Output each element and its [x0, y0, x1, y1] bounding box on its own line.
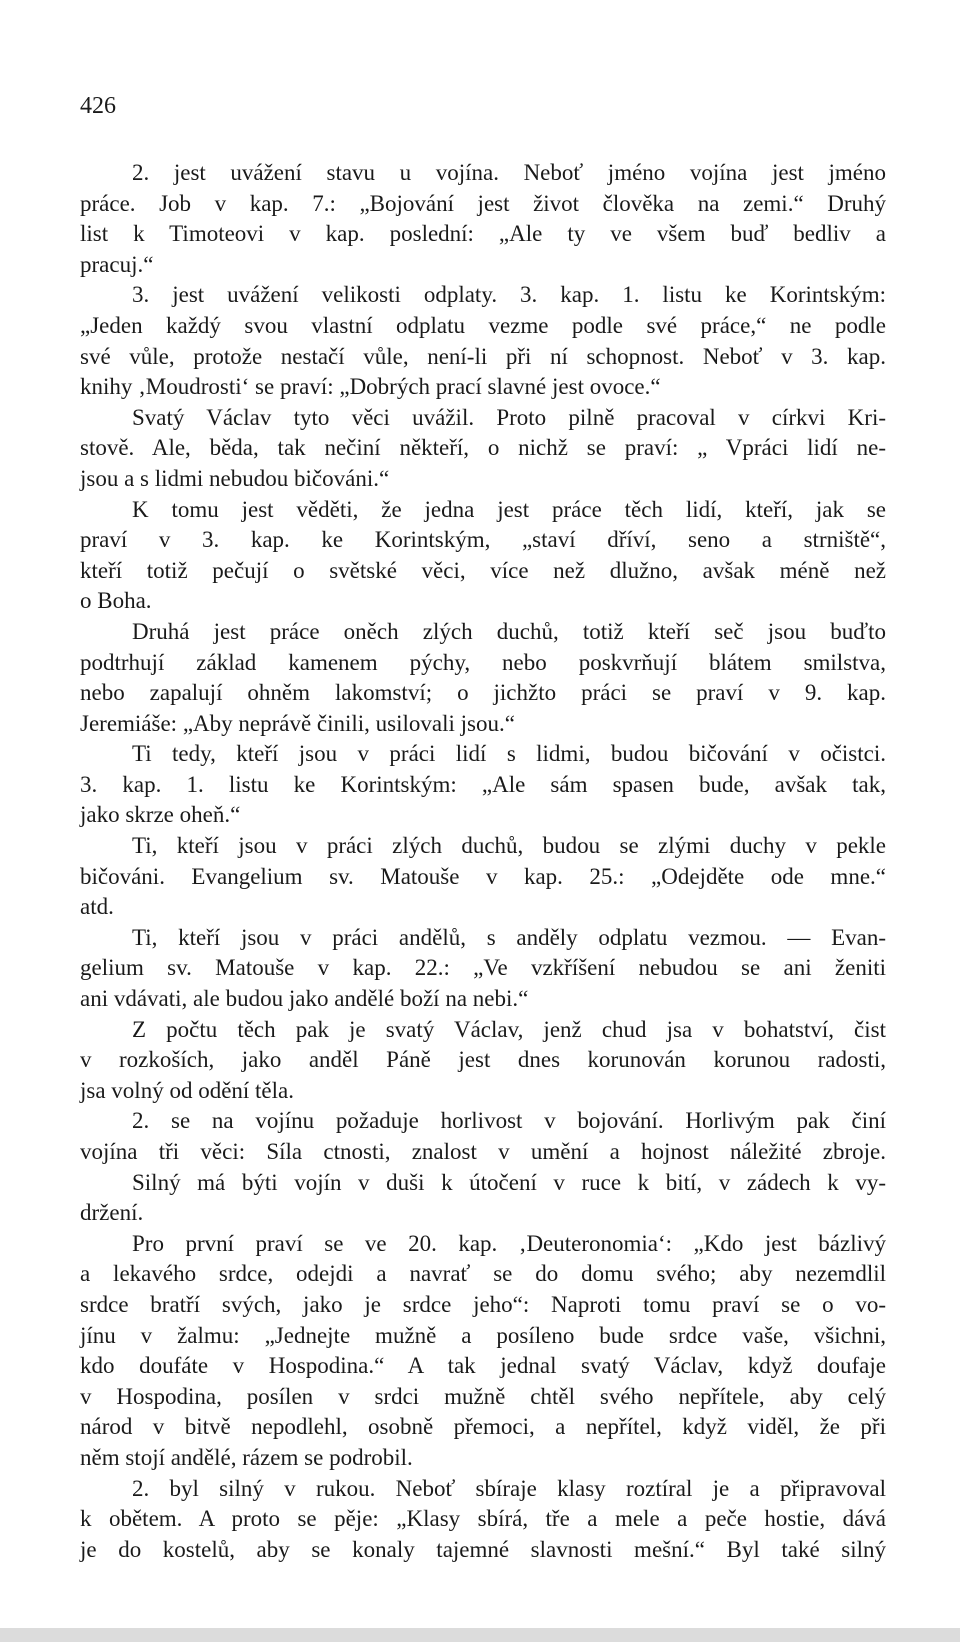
text-line: 2. byl silný v rukou. Neboť sbíraje klasy roztíral je a připravoval [132, 1475, 886, 1501]
text-line: 2. jest uvážení stavu u vojína. Neboť jméno vojína jest jméno [132, 160, 886, 185]
page-number: 426 [80, 93, 116, 119]
text-line: Ti, kteří jsou v práci andělů, s anděly odplatu vezmou. — Evan- [132, 924, 886, 950]
scan-bottom-edge [0, 1628, 960, 1642]
text-line: v Hospodina, posílen v srdci mužně chtěl svého nepřítele, aby celý [80, 1383, 886, 1409]
text-line: kteří totiž pečují o světské věci, více než dlužno, avšak méně než [80, 557, 886, 583]
text-line: srdce bratří svých, jako je srdce jeho“: Naproti tomu praví se o vo- [80, 1291, 886, 1317]
text-line: list k Timoteovi v kap. poslední: „Ale ty ve všem buď bedliv a [80, 221, 886, 247]
text-line: Z počtu těch pak je svatý Václav, jenž chud jsa v bohatství, čist [132, 1016, 886, 1042]
text-line: Ti, kteří jsou v práci zlých duchů, budou se zlými duchy v pekle [132, 833, 886, 859]
text-line: jínu v žalmu: „Jednejte mužně a posíleno bude srdce vaše, všichni, [80, 1322, 886, 1348]
text-line: něm stojí andělé, rázem se podrobil. [80, 1444, 413, 1470]
text-line: Svatý Václav tyto věci uvážil. Proto pilně pracoval v církvi Kri- [132, 404, 886, 430]
text-line: gelium sv. Matouše v kap. 22.: „Ve vzkříšení nebudou se ani ženiti [80, 955, 886, 981]
text-line: Druhá jest práce oněch zlých duchů, totiž kteří seč jsou buďto [132, 618, 886, 644]
text-line: držení. [80, 1200, 144, 1226]
text-line: knihy ‚Moudrosti‘ se praví: „Dobrých prací slavné jest ovoce.“ [80, 374, 661, 400]
text-line: stově. Ale, běda, tak nečiní někteří, o nichž se praví: „ Vpráci lidí ne- [80, 435, 886, 461]
text-line: praví v 3. kap. ke Korintským, „staví dříví, seno a strniště“, [80, 527, 886, 553]
text-line: bičováni. Evangelium sv. Matouše v kap. 25.: „Odejděte ode mne.“ [80, 863, 886, 889]
text-line: práce. Job v kap. 7.: „Bojování jest život člověka na zemi.“ Druhý [80, 190, 886, 216]
body-text [80, 158, 886, 1565]
text-line: K tomu jest věděti, že jedna jest práce těch lidí, kteří, jak se [132, 496, 886, 522]
text-line: „Jeden každý svou vlastní odplatu vezme podle své práce,“ ne podle [80, 312, 886, 338]
text-line: Silný má býti vojín v duši k útočení v ruce k bití, v zádech k vy- [132, 1169, 886, 1195]
text-line: Ti tedy, kteří jsou v práci lidí s lidmi, budou bičování v očistci. [132, 741, 886, 767]
text-line: ani vdávati, ale budou jako andělé boží na nebi.“ [80, 986, 529, 1012]
text-line: pracuj.“ [80, 251, 154, 277]
text-line: své vůle, protože nestačí vůle, není-li při ní schopnost. Neboť v 3. kap. [80, 343, 886, 369]
text-line: je do kostelů, aby se konaly tajemné slavnosti mešní.“ Byl také silný [80, 1536, 886, 1562]
text-line: o Boha. [80, 588, 152, 614]
text-line: 3. kap. 1. listu ke Korintským: „Ale sám spasen bude, avšak tak, [80, 771, 886, 797]
text-line: k obětem. A proto se pěje: „Klasy sbírá, tře a mele a peče hostie, dává [80, 1506, 886, 1532]
text-line: a lekavého srdce, odejdi a navrať se do domu svého; aby nezemdlil [80, 1261, 886, 1287]
text-line: Pro první praví se ve 20. kap. ‚Deuteronomia‘: „Kdo jest bázlivý [132, 1230, 886, 1256]
text-line: podtrhují základ kamenem pýchy, nebo poskvrňují blátem smilstva, [80, 649, 886, 675]
text-line: 2. se na vojínu požaduje horlivost v bojování. Horlivým pak činí [132, 1108, 886, 1134]
text-line: jsou a s lidmi nebudou bičováni.“ [80, 465, 390, 491]
text-line: nebo zapalují ohněm lakomství; o jichžto práci se praví v 9. kap. [80, 680, 886, 706]
text-line: Jeremiáše: „Aby neprávě činili, usilovali jsou.“ [80, 710, 515, 736]
text-line: jako skrze oheň.“ [80, 802, 241, 828]
text-line: atd. [80, 894, 114, 920]
text-line: národ v bitvě nepodlehl, osobně přemoci, a nepřítel, když viděl, že při [80, 1414, 886, 1440]
text-line: v rozkoších, jako anděl Páně jest dnes korunován korunou radosti, [80, 1047, 886, 1073]
text-line: 3. jest uvážení velikosti odplaty. 3. kap. 1. listu ke Korintským: [132, 282, 886, 308]
text-line: kdo doufáte v Hospodina.“ A tak jednal svatý Václav, když doufaje [80, 1353, 886, 1379]
text-line: vojína tři věci: Síla ctnosti, znalost v umění a hojnost náležité zbroje. [80, 1139, 886, 1164]
text-line: jsa volný od odění těla. [80, 1077, 294, 1103]
